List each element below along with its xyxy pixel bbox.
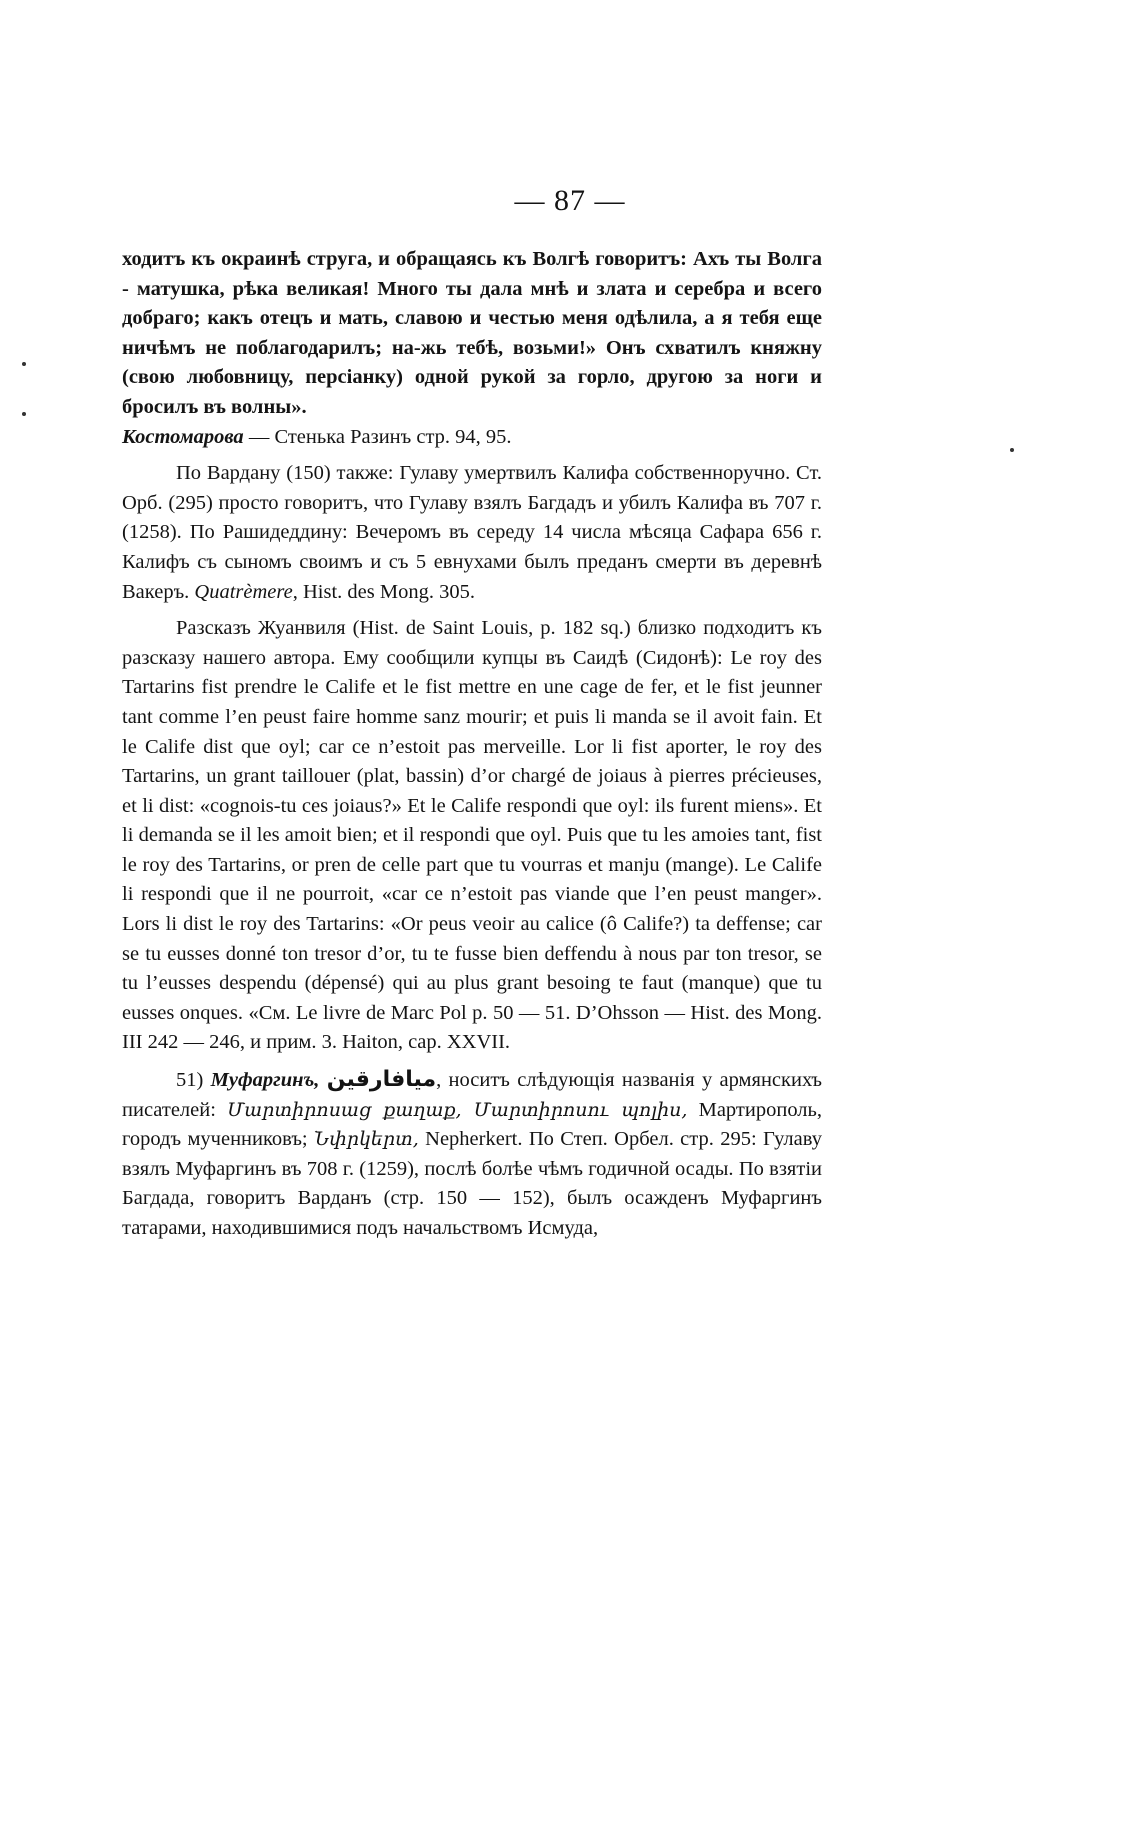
paragraph-text: Nepherkert. По Степ. Орбел. стр. 295: Гулаву взялъ Муфаргинъ въ 708 г. (1259), послѣ болѣе чѣмъ годичной осады. По взятіи Багдада, говоритъ Варданъ (стр. 150 — 152), былъ осажденъ Муфаргинъ татарами, находившимися подъ начальствомъ Исмуда, <box>122 1128 822 1239</box>
margin-mark <box>22 362 26 366</box>
paragraph-note-51 <box>122 1065 822 1244</box>
reference-text: — Стенька Разинъ стр. 94, 95. <box>243 425 512 448</box>
reference-author: Quatrèmere <box>194 580 293 603</box>
note-number: 51) <box>176 1069 204 1092</box>
armenian-name: Նփրկերտ, <box>313 1128 419 1151</box>
reference-author: Костомарова <box>122 425 244 448</box>
paragraph-text: Разсказъ Жуанвиля (Hist. de Saint Louis, p. 182 sq.) близко подходитъ къ разсказу нашего автора. Ему сообщили купцы въ Саидѣ (Сидонѣ): Le roy des Tartarins fist prendre le Calife et le fist mettre en une cage de fer, et le fist jeunner tant comme l’en peust faire homme sanz mourir; et puis li manda se il avoit fain. Et le Calife dist que oyl; car ce n’estoit pas merveille. Lor li fist aporter, le roy des Tartarins, un grant taillouer (plat, bassin) d’or chargé de joiaus à pierres précieuses, et li dist: «cognois-tu ces joiaus?» Et le Calife respondi que oyl: ils furent miens». Et li demanda se il les amoit bien; et il respondi que oyl. Puis que tu les amoies tant, fist le roy des Tartarins, or pren de celle part que tu vourras et manju (mange). Le Calife li respondi que il ne pourroit, «car ce n’estoit pas viande que l’en peust manger». Lors li dist le roy des Tartarins: «Or peus veoir au calice (ô Calife?) ta deffense; car se tu eusses donné ton tresor d’or, tu te fusse bien deffendu à nous par ton tresor, se tu l’eusses despendu (dépensé) qui au plus grant besoing te faut (manque) que tu eusses onques. «См. Le livre de Marc Pol p. 50 — 51. D’Ohsson — Hist. des Mong. III 242 — 246, и прим. 3. Haiton, cap. XXVII. <box>122 617 822 1054</box>
paragraph-quote-end <box>122 245 822 452</box>
paragraph-text: ходитъ къ окраинѣ струга, и обращаясь къ Волгѣ говоритъ: Ахъ ты Волга - матушка, рѣка великая! Много ты дала мнѣ и злата и серебра и всего добраго; какъ отецъ и мать, славою и честью меня одѣлила, а я тебя еще ничѣмъ не поблагодарилъ; на-жь тебѣ, возьми!» Онъ схватилъ княжну (свою любовницу, персіанку) одной рукой за горло, другою за ноги и бросилъ въ волны». <box>122 248 822 418</box>
paragraph-vardan <box>122 459 822 607</box>
page-body <box>122 245 822 1251</box>
paragraph-text: Мартирополь, городъ мученниковъ; <box>122 1098 822 1151</box>
margin-mark <box>22 412 26 416</box>
paragraph-text: , носитъ слѣдующія названія у армянскихъ писателей: <box>122 1069 823 1121</box>
arabic-name: میافارقین <box>326 1067 437 1093</box>
page-number: — 87 — <box>514 184 626 217</box>
paragraph-text: По Вардану (150) также: Гулаву умертвилъ Калифа собственноручно. Ст. Орб. (295) просто говоритъ, что Гулаву взялъ Багдадъ и убилъ Калифа въ 707 г. (1258). По Рашидеддину: Вечеромъ въ середу 14 числа мѣсяца Сафара 656 г. Калифъ съ сыномъ своимъ и съ 5 евнухами былъ преданъ смерти въ деревнѣ Вакеръ. <box>122 462 822 603</box>
note-term: Муфаргинъ, <box>210 1069 320 1092</box>
margin-mark <box>1010 448 1014 452</box>
reference-text: , Hist. des Mong. 305. <box>292 580 475 603</box>
paragraph-joinville <box>122 614 822 1058</box>
armenian-name: Մարտիրոսաց քաղաք, Մարտիրոսու պոլիս, <box>227 1098 688 1121</box>
